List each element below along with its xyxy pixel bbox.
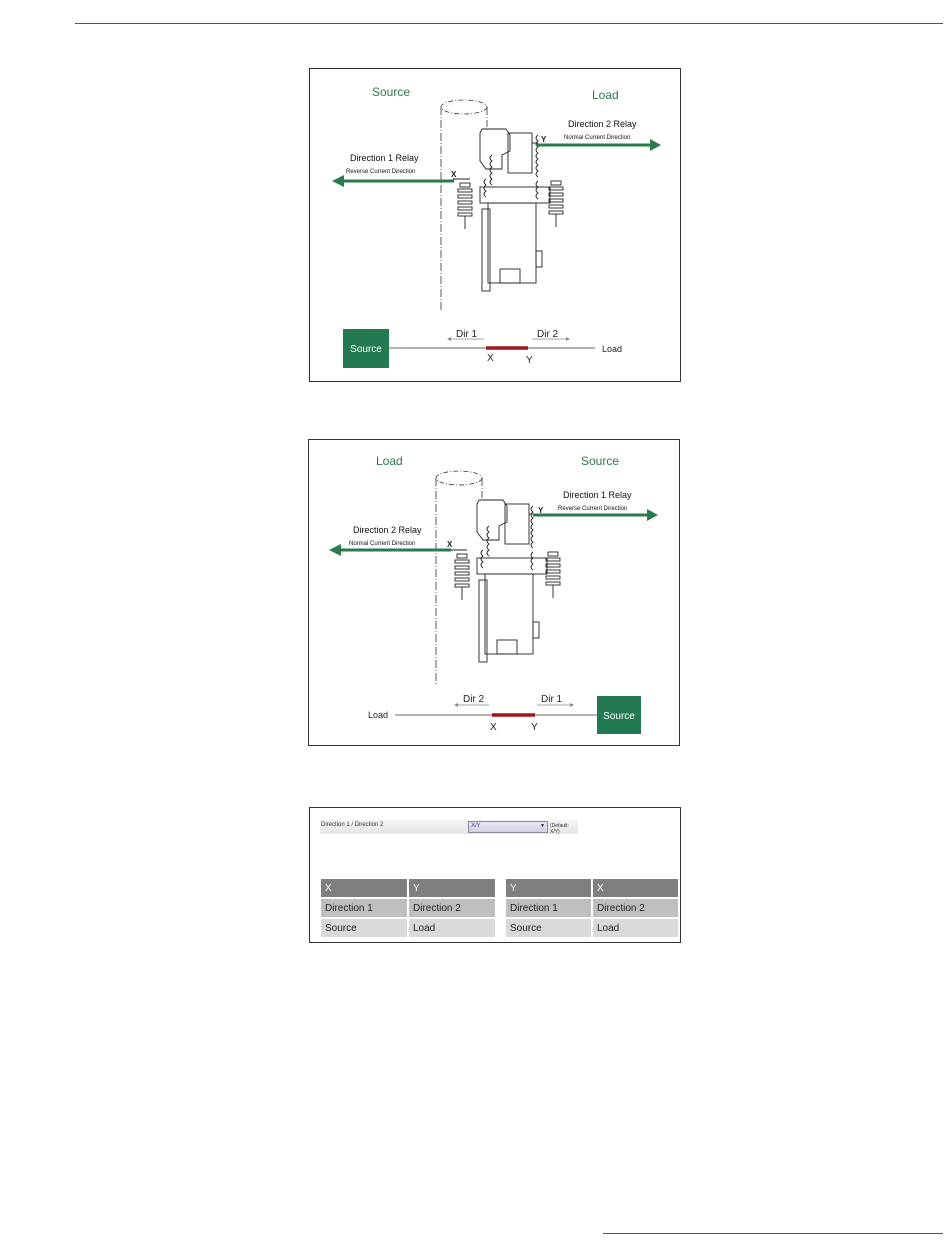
- terminal-x-label: X: [447, 540, 453, 549]
- table-cell: Direction 2: [593, 899, 678, 919]
- right-relay-label: Direction 1 Relay: [563, 490, 632, 500]
- top-right-label: Source: [581, 454, 620, 468]
- table-cell: Source: [321, 919, 407, 939]
- top-rule: [75, 23, 943, 24]
- diagram-source-left: [309, 68, 681, 382]
- source-box-label: Source: [350, 344, 382, 355]
- left-relay-label: Direction 2 Relay: [353, 525, 422, 535]
- top-right-label: Load: [592, 88, 619, 102]
- table-cell: Direction 2: [409, 899, 495, 919]
- terminal-y-label: Y: [541, 135, 547, 144]
- right-relay-sublabel: Reverse Current Direction: [558, 506, 628, 512]
- dir2-label: Dir 2: [463, 694, 485, 705]
- table-cell: Load: [593, 919, 678, 939]
- x-marker-label: X: [490, 722, 497, 733]
- table-cell: Direction 1: [321, 899, 407, 919]
- table-row: [506, 919, 678, 939]
- table-row: [506, 899, 678, 919]
- terminal-y-label: Y: [538, 506, 544, 515]
- dir2-label: Dir 2: [537, 329, 559, 340]
- recloser-icon: [450, 500, 560, 662]
- left-relay-sublabel: Normal Current Direction: [349, 541, 416, 547]
- recloser-diagram-1: [310, 69, 680, 381]
- direction-setting-row: [320, 820, 578, 834]
- recloser-icon: [453, 129, 563, 291]
- table-header-row: [506, 879, 678, 899]
- chevron-down-icon: ▼: [540, 823, 545, 829]
- diagram-source-right: [308, 439, 680, 746]
- table-header-cell: Y: [409, 879, 495, 899]
- default-hint: (Default: X/Y): [550, 823, 569, 835]
- dir1-label: Dir 1: [541, 694, 563, 705]
- right-relay-sublabel: Normal Current Direction: [564, 135, 631, 141]
- table-header-cell: X: [321, 879, 407, 899]
- direction-setting-label: Direction 1 / Direction 2: [321, 822, 384, 828]
- load-end-label: Load: [602, 344, 623, 354]
- direction-setting-panel: [309, 807, 681, 943]
- utility-pole: [441, 100, 487, 311]
- top-left-label: Load: [376, 454, 403, 468]
- load-end-label: Load: [368, 710, 389, 720]
- right-relay-label: Direction 2 Relay: [568, 119, 637, 129]
- y-marker-label: Y: [531, 722, 538, 733]
- utility-pole: [436, 471, 482, 684]
- terminal-x-label: X: [451, 170, 457, 179]
- mapping-table-yx: [504, 879, 680, 939]
- source-box-label: Source: [603, 711, 635, 722]
- dir1-label: Dir 1: [456, 329, 478, 340]
- left-arrow-icon: [332, 175, 454, 187]
- x-marker-label: X: [487, 353, 494, 364]
- table-cell: Direction 1: [506, 899, 591, 919]
- recloser-diagram-2: [309, 440, 679, 745]
- table-header-row: [321, 879, 495, 899]
- table-header-cell: X: [593, 879, 678, 899]
- bottom-rule: [603, 1233, 943, 1234]
- table-row: [321, 919, 495, 939]
- left-relay-sublabel: Reverse Current Direction: [346, 169, 416, 175]
- table-cell: Load: [409, 919, 495, 939]
- top-left-label: Source: [372, 85, 411, 99]
- table-row: [321, 899, 495, 919]
- mapping-table-xy: [319, 879, 497, 939]
- direction-dropdown[interactable]: [468, 821, 548, 833]
- y-marker-label: Y: [526, 355, 533, 366]
- dropdown-value: X/Y: [471, 823, 481, 829]
- left-relay-label: Direction 1 Relay: [350, 153, 419, 163]
- table-cell: Source: [506, 919, 591, 939]
- table-header-cell: Y: [506, 879, 591, 899]
